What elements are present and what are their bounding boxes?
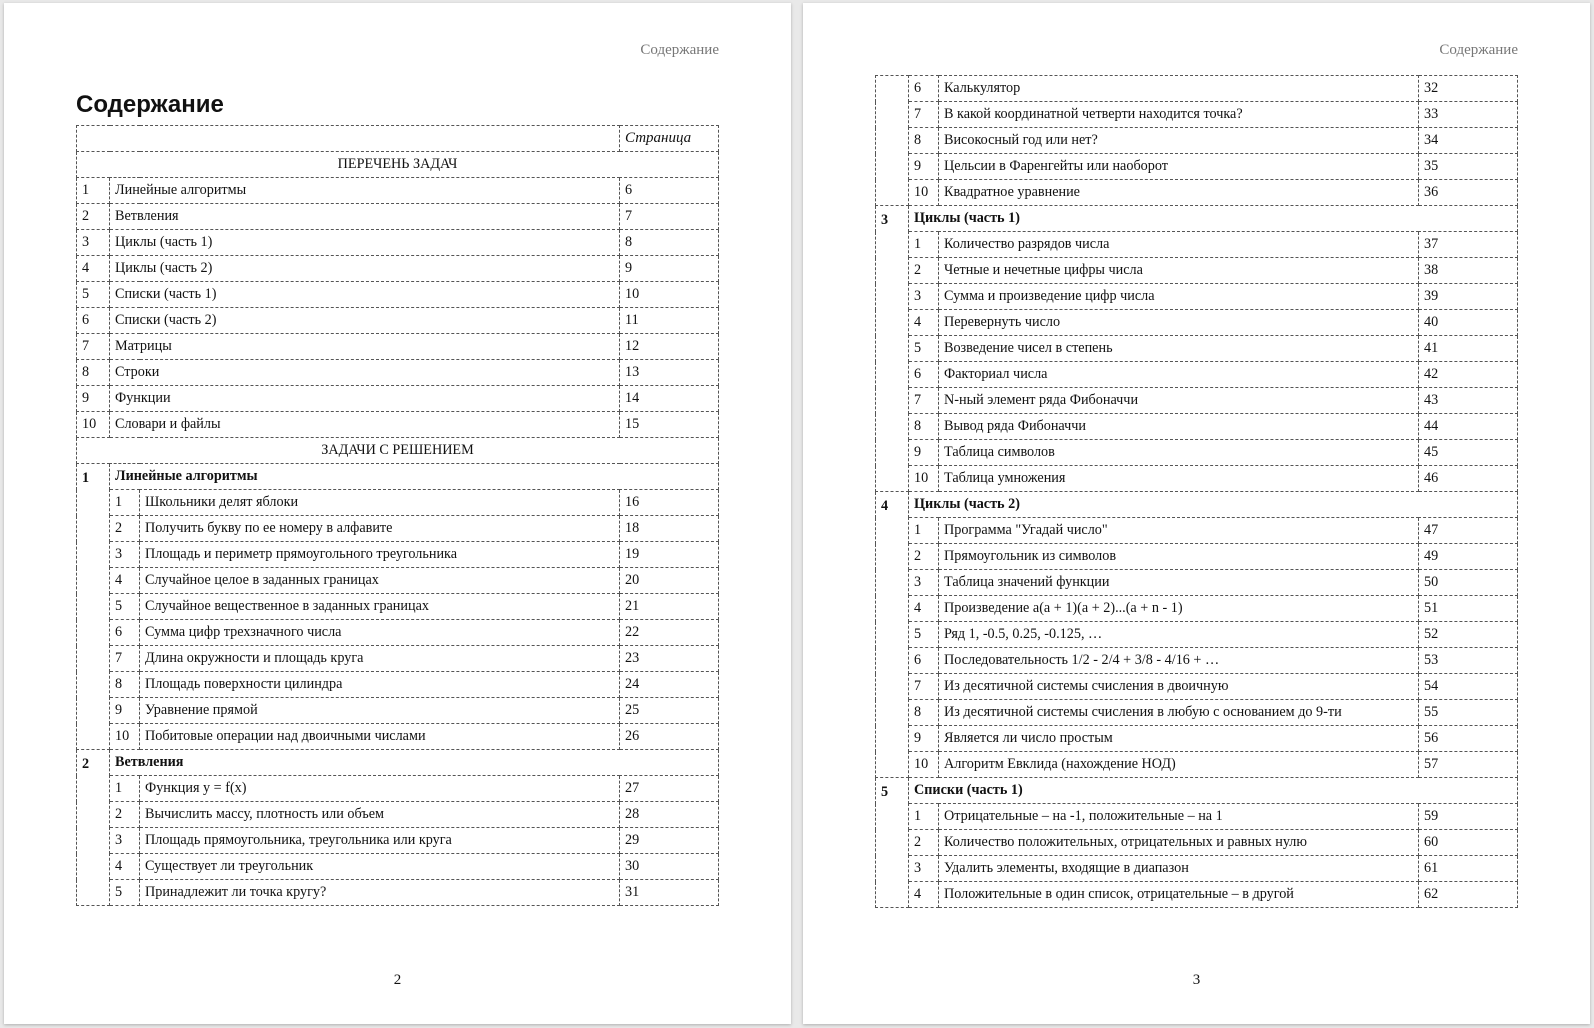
- entry-page: 23: [620, 646, 719, 672]
- list-page: 9: [620, 256, 719, 282]
- entry-title: Перевернуть число: [939, 310, 1419, 336]
- toc-entry: [876, 648, 1518, 674]
- entry-number: 8: [909, 128, 939, 154]
- entry-title: Вычислить массу, плотность или объем: [140, 802, 620, 828]
- entry-number: 1: [110, 776, 140, 802]
- entry-number: 9: [909, 154, 939, 180]
- entry-title: Является ли число простым: [939, 726, 1419, 752]
- entry-number: 9: [110, 698, 140, 724]
- entry-page: 34: [1419, 128, 1518, 154]
- entry-title: Принадлежит ли точка кругу?: [140, 880, 620, 906]
- toc-entry: [77, 698, 719, 724]
- entry-page: 47: [1419, 518, 1518, 544]
- list-heading-row: [77, 152, 719, 178]
- list-entry: [77, 360, 719, 386]
- list-title: Ветвления: [110, 204, 620, 230]
- toc-entry: [876, 128, 1518, 154]
- toc-entry: [876, 570, 1518, 596]
- toc-entry: [876, 388, 1518, 414]
- list-number: 9: [77, 386, 110, 412]
- entry-number: 2: [909, 544, 939, 570]
- list-number: 2: [77, 204, 110, 230]
- entry-number: 6: [110, 620, 140, 646]
- list-page: 7: [620, 204, 719, 230]
- entry-number: 5: [909, 336, 939, 362]
- toc-entry: [77, 594, 719, 620]
- entry-page: 32: [1419, 76, 1518, 102]
- toc-entry: [77, 646, 719, 672]
- list-number: 7: [77, 334, 110, 360]
- entry-number: 6: [909, 648, 939, 674]
- toc-entry: [876, 804, 1518, 830]
- entry-number: 6: [909, 362, 939, 388]
- entry-title: Отрицательные – на -1, положительные – на 1: [939, 804, 1419, 830]
- entry-title: Ряд 1, -0.5, 0.25, -0.125, …: [939, 622, 1419, 648]
- section-row: [77, 464, 719, 490]
- list-entry: [77, 204, 719, 230]
- entry-page: 20: [620, 568, 719, 594]
- list-page: 12: [620, 334, 719, 360]
- list-page: 6: [620, 178, 719, 204]
- entry-number: 4: [909, 596, 939, 622]
- section-number: 3: [876, 206, 909, 492]
- entry-title: Из десятичной системы счисления в любую с основанием до 9-ти: [939, 700, 1419, 726]
- toc-entry: [77, 568, 719, 594]
- entry-title: В какой координатной четверти находится точка?: [939, 102, 1419, 128]
- entry-page: 54: [1419, 674, 1518, 700]
- section-row: [876, 206, 1518, 232]
- toc-entry: [876, 102, 1518, 128]
- entry-number: 2: [909, 830, 939, 856]
- toc-entry: [876, 336, 1518, 362]
- entry-number: 10: [909, 466, 939, 492]
- entry-page: 24: [620, 672, 719, 698]
- section-row: [77, 750, 719, 776]
- toc-entry: [876, 414, 1518, 440]
- toc-entry: [876, 284, 1518, 310]
- entry-page: 40: [1419, 310, 1518, 336]
- entry-title: Возведение чисел в степень: [939, 336, 1419, 362]
- entry-title: Побитовые операции над двоичными числами: [140, 724, 620, 750]
- entry-page: 43: [1419, 388, 1518, 414]
- entry-page: 22: [620, 620, 719, 646]
- section-number: 4: [876, 492, 909, 778]
- toc-entry: [876, 440, 1518, 466]
- list-number: 8: [77, 360, 110, 386]
- document-page-2: [4, 3, 791, 1024]
- list-number: 10: [77, 412, 110, 438]
- toc-entry: [77, 880, 719, 906]
- toc-entry: [77, 620, 719, 646]
- toc-entry: [876, 726, 1518, 752]
- list-title: Словари и файлы: [110, 412, 620, 438]
- entry-page: 19: [620, 542, 719, 568]
- list-number: 4: [77, 256, 110, 282]
- entry-page: 41: [1419, 336, 1518, 362]
- entry-page: 53: [1419, 648, 1518, 674]
- section-title: Ветвления: [110, 750, 719, 776]
- toc-entry: [876, 466, 1518, 492]
- toc-entry: [876, 596, 1518, 622]
- list-page: 15: [620, 412, 719, 438]
- list-page: 13: [620, 360, 719, 386]
- list-page: 8: [620, 230, 719, 256]
- header-row: [77, 126, 719, 152]
- entry-page: 60: [1419, 830, 1518, 856]
- entry-number: 3: [110, 542, 140, 568]
- entry-number: 1: [909, 804, 939, 830]
- entry-title: Количество разрядов числа: [939, 232, 1419, 258]
- entry-title: Случайное вещественное в заданных границах: [140, 594, 620, 620]
- entry-page: 59: [1419, 804, 1518, 830]
- toc-entry: [77, 672, 719, 698]
- toc-entry: [876, 310, 1518, 336]
- entry-page: 57: [1419, 752, 1518, 778]
- entry-page: 51: [1419, 596, 1518, 622]
- toc-entry: [876, 856, 1518, 882]
- entry-page: 33: [1419, 102, 1518, 128]
- page-title: Содержание: [76, 91, 224, 118]
- entry-title: Високосный год или нет?: [939, 128, 1419, 154]
- list-title: Строки: [110, 360, 620, 386]
- entry-page: 18: [620, 516, 719, 542]
- list-number: 1: [77, 178, 110, 204]
- entry-page: 27: [620, 776, 719, 802]
- entry-page: 52: [1419, 622, 1518, 648]
- toc-table-continued: [875, 75, 1518, 908]
- entry-number: 3: [909, 570, 939, 596]
- toc-entry: [77, 854, 719, 880]
- list-entry: [77, 308, 719, 334]
- section-row: [876, 778, 1518, 804]
- entry-title: Произведение a(a + 1)(a + 2)...(a + n - 1): [939, 596, 1419, 622]
- entry-number: 7: [909, 674, 939, 700]
- toc-entry: [876, 882, 1518, 908]
- entry-number: 10: [909, 752, 939, 778]
- section-number: 2: [77, 750, 110, 906]
- entry-number: 7: [909, 102, 939, 128]
- entry-title: Таблица умножения: [939, 466, 1419, 492]
- toc-entry: [77, 542, 719, 568]
- toc-entry: [876, 544, 1518, 570]
- list-entry: [77, 282, 719, 308]
- entry-number: 7: [909, 388, 939, 414]
- running-header: Содержание: [640, 42, 719, 58]
- section-number: 1: [77, 464, 110, 750]
- section-title: Списки (часть 1): [909, 778, 1518, 804]
- entry-number: 1: [110, 490, 140, 516]
- toc-entry: [876, 362, 1518, 388]
- entry-page: 28: [620, 802, 719, 828]
- entry-number: 5: [110, 880, 140, 906]
- entry-number: 9: [909, 726, 939, 752]
- entry-number: 5: [110, 594, 140, 620]
- toc-entry: [876, 180, 1518, 206]
- entry-page: 26: [620, 724, 719, 750]
- entry-title: Последовательность 1/2 - 2/4 + 3/8 - 4/16 + …: [939, 648, 1419, 674]
- section-title: Линейные алгоритмы: [110, 464, 719, 490]
- entry-title: Получить букву по ее номеру в алфавите: [140, 516, 620, 542]
- toc-entry: [77, 724, 719, 750]
- list-page: 10: [620, 282, 719, 308]
- toc-entry: [876, 674, 1518, 700]
- entry-page: 35: [1419, 154, 1518, 180]
- entry-title: Из десятичной системы счисления в двоичную: [939, 674, 1419, 700]
- entry-title: N-ный элемент ряда Фибоначчи: [939, 388, 1419, 414]
- entry-page: 31: [620, 880, 719, 906]
- list-page: 11: [620, 308, 719, 334]
- entry-page: 21: [620, 594, 719, 620]
- header-blank: [77, 126, 620, 152]
- list-title: Списки (часть 2): [110, 308, 620, 334]
- entry-page: 16: [620, 490, 719, 516]
- entry-page: 29: [620, 828, 719, 854]
- list-title: Функции: [110, 386, 620, 412]
- list-title: Матрицы: [110, 334, 620, 360]
- entry-title: Площадь поверхности цилиндра: [140, 672, 620, 698]
- entry-title: Уравнение прямой: [140, 698, 620, 724]
- list-page: 14: [620, 386, 719, 412]
- entry-title: Школьники делят яблоки: [140, 490, 620, 516]
- toc-entry: [876, 622, 1518, 648]
- entry-number: 4: [110, 568, 140, 594]
- entry-page: 36: [1419, 180, 1518, 206]
- entry-title: Сумма и произведение цифр числа: [939, 284, 1419, 310]
- page-column-header: Страница: [620, 126, 719, 152]
- section-row: [876, 492, 1518, 518]
- entry-number: 8: [909, 700, 939, 726]
- entry-title: Функция y = f(x): [140, 776, 620, 802]
- entry-number: 4: [909, 882, 939, 908]
- entry-number: 7: [110, 646, 140, 672]
- list-number: 6: [77, 308, 110, 334]
- entry-number: 8: [909, 414, 939, 440]
- entry-number: 2: [110, 516, 140, 542]
- entry-page: 30: [620, 854, 719, 880]
- entry-page: 61: [1419, 856, 1518, 882]
- entry-title: Существует ли треугольник: [140, 854, 620, 880]
- entry-number: 8: [110, 672, 140, 698]
- entry-title: Удалить элементы, входящие в диапазон: [939, 856, 1419, 882]
- entry-number: 3: [110, 828, 140, 854]
- entry-page: 46: [1419, 466, 1518, 492]
- entry-page: 25: [620, 698, 719, 724]
- list-entry: [77, 178, 719, 204]
- list-title: Списки (часть 1): [110, 282, 620, 308]
- list-entry: [77, 412, 719, 438]
- entry-number: 9: [909, 440, 939, 466]
- toc-entry: [876, 232, 1518, 258]
- toc-entry: [77, 776, 719, 802]
- entry-title: Калькулятор: [939, 76, 1419, 102]
- section-title: Циклы (часть 1): [909, 206, 1518, 232]
- list-entry: [77, 256, 719, 282]
- entry-number: 10: [909, 180, 939, 206]
- entry-title: Случайное целое в заданных границах: [140, 568, 620, 594]
- toc-entry: [876, 752, 1518, 778]
- entry-page: 62: [1419, 882, 1518, 908]
- entry-page: 44: [1419, 414, 1518, 440]
- toc-entry: [876, 258, 1518, 284]
- entry-page: 38: [1419, 258, 1518, 284]
- entry-page: 45: [1419, 440, 1518, 466]
- list-number: 3: [77, 230, 110, 256]
- toc-entry: [876, 830, 1518, 856]
- entry-title: Таблица символов: [939, 440, 1419, 466]
- entry-title: Факториал числа: [939, 362, 1419, 388]
- entry-title: Положительные в один список, отрицательные – в другой: [939, 882, 1419, 908]
- entry-title: Сумма цифр трехзначного числа: [140, 620, 620, 646]
- document-page-3: [803, 3, 1590, 1024]
- list-entry: [77, 334, 719, 360]
- entry-title: Длина окружности и площадь круга: [140, 646, 620, 672]
- toc-entry: [876, 700, 1518, 726]
- list-title: Циклы (часть 1): [110, 230, 620, 256]
- entry-title: Алгоритм Евклида (нахождение НОД): [939, 752, 1419, 778]
- entry-number: 2: [110, 802, 140, 828]
- entry-title: Квадратное уравнение: [939, 180, 1419, 206]
- entry-title: Площадь прямоугольника, треугольника или круга: [140, 828, 620, 854]
- entry-number: 3: [909, 284, 939, 310]
- entry-title: Количество положительных, отрицательных и равных нулю: [939, 830, 1419, 856]
- entry-title: Четные и нечетные цифры числа: [939, 258, 1419, 284]
- page-number: 3: [1192, 972, 1201, 988]
- entry-title: Вывод ряда Фибоначчи: [939, 414, 1419, 440]
- list-entry: [77, 230, 719, 256]
- toc-entry: [77, 516, 719, 542]
- entry-title: Программа "Угадай число": [939, 518, 1419, 544]
- toc-entry: [876, 518, 1518, 544]
- toc-table: [76, 125, 719, 906]
- entry-title: Площадь и периметр прямоугольного треугольника: [140, 542, 620, 568]
- list-title: Линейные алгоритмы: [110, 178, 620, 204]
- toc-entry: [77, 490, 719, 516]
- entry-number: 10: [110, 724, 140, 750]
- entry-page: 56: [1419, 726, 1518, 752]
- entry-number: 2: [909, 258, 939, 284]
- toc-entry: [876, 154, 1518, 180]
- entry-number: 4: [909, 310, 939, 336]
- section-number: 5: [876, 778, 909, 908]
- section-number-continued: [876, 76, 909, 206]
- entry-number: 3: [909, 856, 939, 882]
- entry-number: 4: [110, 854, 140, 880]
- entry-page: 42: [1419, 362, 1518, 388]
- entry-title: Цельсии в Фаренгейты или наоборот: [939, 154, 1419, 180]
- list-title: Циклы (часть 2): [110, 256, 620, 282]
- running-header: Содержание: [1439, 42, 1518, 58]
- entry-title: Прямоугольник из символов: [939, 544, 1419, 570]
- list-entry: [77, 386, 719, 412]
- entry-page: 55: [1419, 700, 1518, 726]
- list-number: 5: [77, 282, 110, 308]
- page-number: 2: [393, 972, 402, 988]
- solved-heading-row: [77, 438, 719, 464]
- toc-entry: [77, 802, 719, 828]
- toc-entry: [77, 828, 719, 854]
- entry-title: Таблица значений функции: [939, 570, 1419, 596]
- list-heading: ПЕРЕЧЕНЬ ЗАДАЧ: [77, 152, 719, 178]
- toc-entry: [876, 76, 1518, 102]
- entry-number: 5: [909, 622, 939, 648]
- section-title: Циклы (часть 2): [909, 492, 1518, 518]
- entry-page: 49: [1419, 544, 1518, 570]
- entry-page: 39: [1419, 284, 1518, 310]
- entry-number: 6: [909, 76, 939, 102]
- solved-heading: ЗАДАЧИ С РЕШЕНИЕМ: [77, 438, 719, 464]
- entry-page: 37: [1419, 232, 1518, 258]
- entry-page: 50: [1419, 570, 1518, 596]
- entry-number: 1: [909, 232, 939, 258]
- entry-number: 1: [909, 518, 939, 544]
